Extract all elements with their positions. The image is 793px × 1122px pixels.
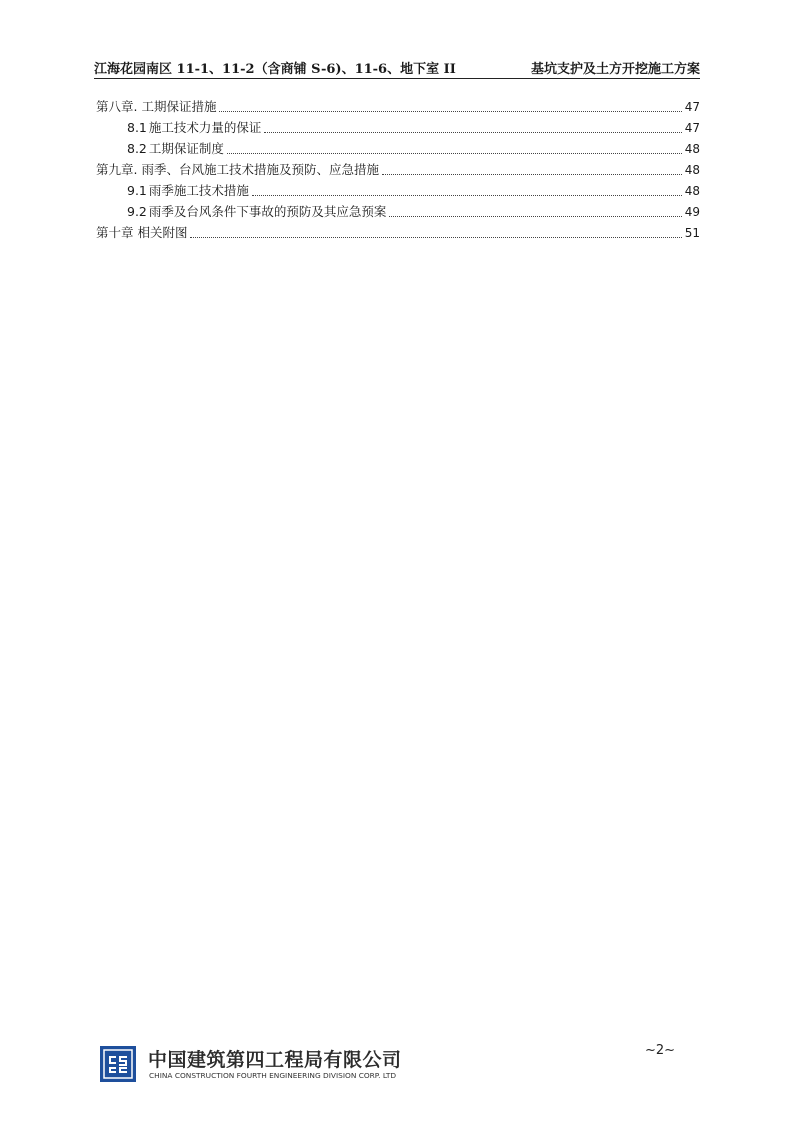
toc-entry-title: 工期保证制度 [148, 141, 224, 156]
cscec-logo-graphic [100, 1046, 136, 1082]
toc-entry[interactable] [94, 159, 700, 180]
toc-entry-title: 雨季及台风条件下事故的预防及其应急预案 [148, 204, 387, 219]
company-name-chinese: 中国建筑第四工程局有限公司 [148, 1049, 402, 1071]
toc-entry-page: 51 [684, 226, 700, 240]
toc-entry[interactable] [94, 138, 700, 159]
toc-entry-page: 47 [684, 121, 700, 135]
toc-entry-number: 9.2 [127, 204, 147, 219]
toc-entry[interactable] [94, 180, 700, 201]
toc-dot-leader [252, 195, 682, 196]
toc-entry-number: 9.1 [127, 183, 147, 198]
toc-entry-number: 8.1 [127, 120, 147, 135]
toc-entry-title: 施工技术力量的保证 [148, 120, 262, 135]
table-of-contents [94, 96, 700, 243]
toc-entry-title: 雨季施工技术措施 [148, 183, 249, 198]
page-header [94, 56, 700, 79]
page-footer [100, 1043, 700, 1093]
toc-dot-leader [382, 174, 682, 175]
toc-entry-page: 48 [684, 163, 700, 177]
toc-entry[interactable] [94, 201, 700, 222]
toc-dot-leader [389, 216, 681, 217]
toc-entry-title: 第九章. 雨季、台风施工技术措施及预防、应急措施 [96, 162, 379, 177]
header-document-title: 基坑支护及土方开挖施工方案 [530, 62, 700, 77]
toc-entry-number: 8.2 [127, 141, 147, 156]
toc-entry[interactable] [94, 117, 700, 138]
company-logo-icon [100, 1046, 136, 1082]
toc-dot-leader [190, 237, 681, 238]
toc-entry-page: 47 [684, 100, 700, 114]
page-number: ~2~ [645, 1043, 676, 1058]
toc-entry[interactable] [94, 96, 700, 117]
toc-entry-title: 第十章 相关附图 [96, 225, 188, 240]
toc-entry-page: 49 [684, 205, 700, 219]
header-project-title: 江海花园南区 11-1、11-2（含商铺 S-6)、11-6、地下室 II [94, 62, 456, 77]
toc-dot-leader [264, 132, 681, 133]
toc-entry-title: 第八章. 工期保证措施 [96, 99, 217, 114]
toc-entry-page: 48 [684, 142, 700, 156]
toc-dot-leader [227, 153, 682, 154]
toc-entry-page: 48 [684, 184, 700, 198]
toc-dot-leader [219, 111, 681, 112]
company-name-english: CHINA CONSTRUCTION FOURTH ENGINEERING DIVISION CORP. LTD [149, 1071, 397, 1080]
toc-entry[interactable] [94, 222, 700, 243]
